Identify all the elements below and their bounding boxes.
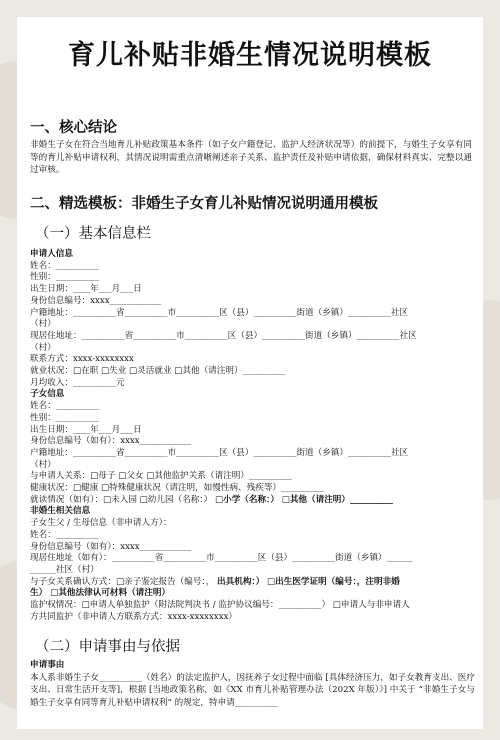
form-line: 姓名：__________	[30, 260, 99, 271]
form-line: 方共同监护（非申请人方联系方式：xxxx-xxxxxxxx）	[30, 611, 238, 622]
form-line: 健康状况：□健康 □特殊健康状况（请注明，如慢性病、残疾等）__________	[30, 483, 324, 494]
conclusion-paragraph: 非婚生子女在符合当地育儿补贴政策基本条件（如子女户籍登记、监护人经济状况等）的前提下，与婚生子女享有同等的育儿补贴申请权利，其情况说明需重点清晰阐述亲子关系、监护责任及补贴申请依据，确保材料真实、完整以通过审核。	[30, 140, 472, 176]
form-line: ______社区（村）	[30, 564, 99, 575]
form-line: 与申请人关系：□母子 □父女 □其他监护关系（请注明）__________	[30, 471, 292, 482]
form-line: 现居住地址（如有）：__________省__________市__________区（县）__________街道（乡镇）______	[30, 553, 413, 564]
form-line: 子女生父 / 生母信息（非申请人方）：	[30, 518, 172, 529]
section-heading-conclusion: 一、核心结论	[30, 120, 117, 136]
bold-segment: □其他法律认可材料（请注明）	[50, 588, 171, 599]
form-line: （村）	[30, 459, 56, 470]
form-line: （村）	[30, 319, 56, 330]
form-line: 出生日期：____年___月___日	[30, 424, 142, 435]
reason-block	[30, 660, 475, 709]
form-section-label: 子女信息	[30, 389, 65, 400]
form-line: 身份信息编号（如有）：xxxx____________	[30, 541, 192, 552]
reason-label: 申请事由	[30, 660, 65, 670]
bold-segment: 出具机构：）	[217, 576, 265, 587]
form-line: 姓名：__________	[30, 529, 99, 540]
form-line: 月均收入：__________元	[30, 377, 125, 388]
form-line: 监护权情况：□申请人单独监护（附法院判决书 / 监护协议编号：__________） □申请人与非申请人	[30, 600, 410, 611]
form-line: 生） □其他法律认可材料（请注明）	[30, 588, 171, 599]
form-section-label: 申请人信息	[30, 249, 73, 259]
form-line: 出生日期：____年___月___日	[30, 284, 142, 295]
bold-segment: □其他（请注明）__________	[281, 494, 393, 505]
form-line: 身份信息编号（如有）：xxxx____________	[30, 436, 192, 447]
form-line: （村）	[30, 342, 56, 353]
document-page	[17, 17, 483, 729]
section-heading-template: 二、精选模板：非婚生子女育儿补贴情况说明通用模板	[30, 196, 378, 212]
bold-segment: □出生医学证明（编号：，注明非婚	[267, 576, 400, 587]
form-line: 姓名：__________	[30, 401, 99, 412]
document-title: 育儿补贴非婚生情况说明模板	[68, 40, 432, 71]
subsection-heading-reason: （二）申请事由与依据	[35, 639, 180, 655]
form-line: 性别：__________	[30, 272, 99, 283]
subsection-heading-basic-info: （一）基本信息栏	[35, 226, 151, 242]
reason-paragraph: 本人系非婚生子女__________（姓名）的法定监护人，因抚养子女过程中面临 [具体经济压力，如子女教育支出、医疗支出、日常生活开支等]，根据 [当地政策名称，如《XX 市育儿补贴管理办法（202X 年版）》] 中关于 “非婚生子女与婚生子女享有同等育儿补贴申请权利” 的规定，特申请__________	[30, 672, 475, 708]
form-line: 与子女关系确认方式：□亲子鉴定报告（编号：， 出具机构：） □出生医学证明（编号：，注明非婚	[30, 576, 400, 587]
form-line: 就读情况（如有）：□未入园 □幼儿园（名称：） □小学（名称：） □其他（请注明）__________	[30, 494, 393, 505]
basic-info-form	[30, 249, 475, 624]
form-line: 户籍地址：__________省__________市__________区（县）__________街道（乡镇）__________社区	[30, 447, 409, 458]
form-line: 联系方式：xxxx-xxxxxxxx	[30, 354, 134, 365]
form-line: 身份信息编号：xxxx____________	[30, 295, 162, 306]
form-line: 户籍地址：__________省__________市__________区（县）__________街道（乡镇）__________社区	[30, 307, 409, 318]
form-line: 现居住地址：__________省__________市__________区（县）__________街道（乡镇）__________社区	[30, 330, 417, 341]
bold-segment: □小学（名称：）	[214, 494, 279, 505]
form-line: 就业状况：□在职 □失业 □灵活就业 □其他（请注明）__________	[30, 366, 286, 377]
form-section-label: 非婚生相关信息	[30, 506, 91, 517]
form-line: 性别：__________	[30, 412, 99, 423]
